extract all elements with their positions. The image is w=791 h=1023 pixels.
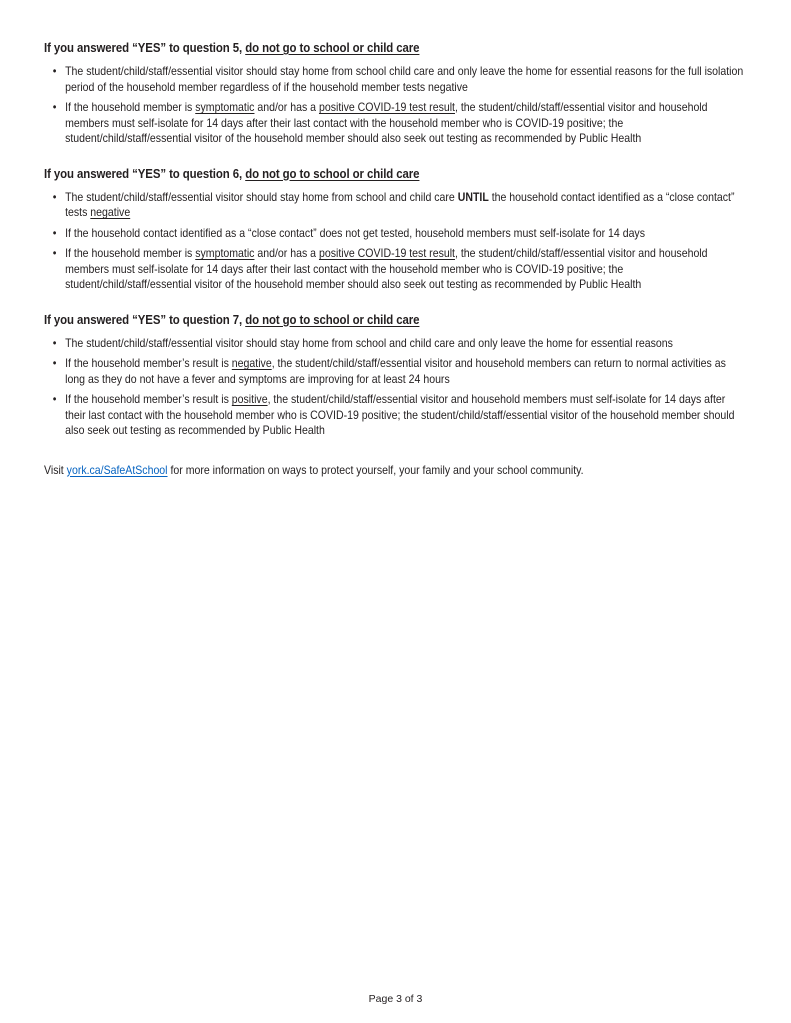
text-run: The student/child/staff/essential visitor should stay home from school and child care — [65, 189, 458, 204]
text-run: Visit — [44, 462, 67, 477]
text-run: If the household member’s result is — [65, 392, 232, 406]
underlined-text: positive COVID-19 test result — [318, 246, 455, 260]
text-run: If you answered “YES” to question 7, — [44, 311, 246, 327]
underlined-text: positive COVID-19 test result — [318, 100, 455, 114]
bullet-item — [44, 64, 747, 95]
page-number: Page 3 of 3 — [368, 993, 423, 1005]
bullet-item — [44, 336, 747, 352]
text-run: , the student/child/staff/essential visitor and household members can return to normal activities as long as they do not have a fever and symptoms are improving for at least 24 hours — [65, 356, 726, 386]
section-heading — [44, 40, 747, 56]
text-run: , the student/child/staff/essential visitor and household members must self-isolate for 14 days after their last contact with the household member who is COVID-19 positive; the student/child/staff/essential visitor of the household member should also seek out testing as recommended by Public Health — [65, 392, 735, 437]
bullet-item — [44, 100, 747, 147]
text-run: The student/child/staff/essential visitor should stay home from school child care and only leave the home for essential reasons for the full isolation period of the household member regardless of if the household member tests negative — [65, 64, 744, 94]
underlined-text: positive — [231, 392, 268, 406]
text-run: If the household contact identified as a “close contact” does not get tested, household members must self-isolate for 14 days — [65, 225, 645, 240]
bold-text: UNTIL — [457, 189, 489, 204]
bullet-item — [44, 246, 747, 293]
bullet-item — [44, 226, 747, 242]
bullet-list — [44, 190, 747, 293]
underlined-text: negative — [231, 356, 272, 370]
section-heading — [44, 166, 747, 182]
safe-at-school-link[interactable]: york.ca/SafeAtSchool — [66, 462, 168, 477]
text-run: If the household member is — [65, 246, 196, 260]
underlined-text: do not go to school or child care — [245, 40, 420, 55]
bullet-list — [44, 64, 747, 147]
text-run: If you answered “YES” to question 6, — [44, 165, 246, 181]
text-run: and/or has a — [254, 100, 319, 114]
underlined-text: symptomatic — [195, 246, 255, 260]
text-run: The student/child/staff/essential visitor should stay home from school and child care and only leave the home for essential reasons — [65, 335, 673, 350]
document-body — [44, 40, 747, 478]
visit-paragraph — [44, 463, 747, 479]
text-run: , the student/child/staff/essential visitor and household members must self-isolate for 14 days after their last contact with the household member who is COVID-19 positive; the student/child/staff/essential visitor of the household member should also seek out testing as recommended by Public Health — [65, 246, 708, 291]
text-run: for more information on ways to protect yourself, your family and your school community. — [167, 462, 584, 477]
bullet-item — [44, 392, 747, 439]
underlined-text: negative — [90, 205, 131, 219]
underlined-text: symptomatic — [195, 100, 255, 114]
bullet-list — [44, 336, 747, 439]
section-heading — [44, 312, 747, 328]
bullet-item — [44, 356, 747, 387]
text-run: If you answered “YES” to question 5, — [44, 40, 246, 55]
document-content — [44, 40, 747, 439]
underlined-text: do not go to school or child care — [245, 165, 420, 181]
bullet-item — [44, 190, 747, 221]
text-run: If the household member is — [65, 100, 196, 114]
text-run: the household contact identified as a “close contact” tests — [65, 189, 735, 219]
text-run: and/or has a — [254, 246, 319, 260]
text-run: If the household member’s result is — [65, 356, 232, 370]
text-run: , the student/child/staff/essential visitor and household members must self-isolate for 14 days after their last contact with the household member who is COVID-19 positive; the student/child/staff/essential visitor of the household member should also seek out testing as recommended by Public Health — [65, 100, 708, 145]
underlined-text: do not go to school or child care — [245, 311, 420, 327]
